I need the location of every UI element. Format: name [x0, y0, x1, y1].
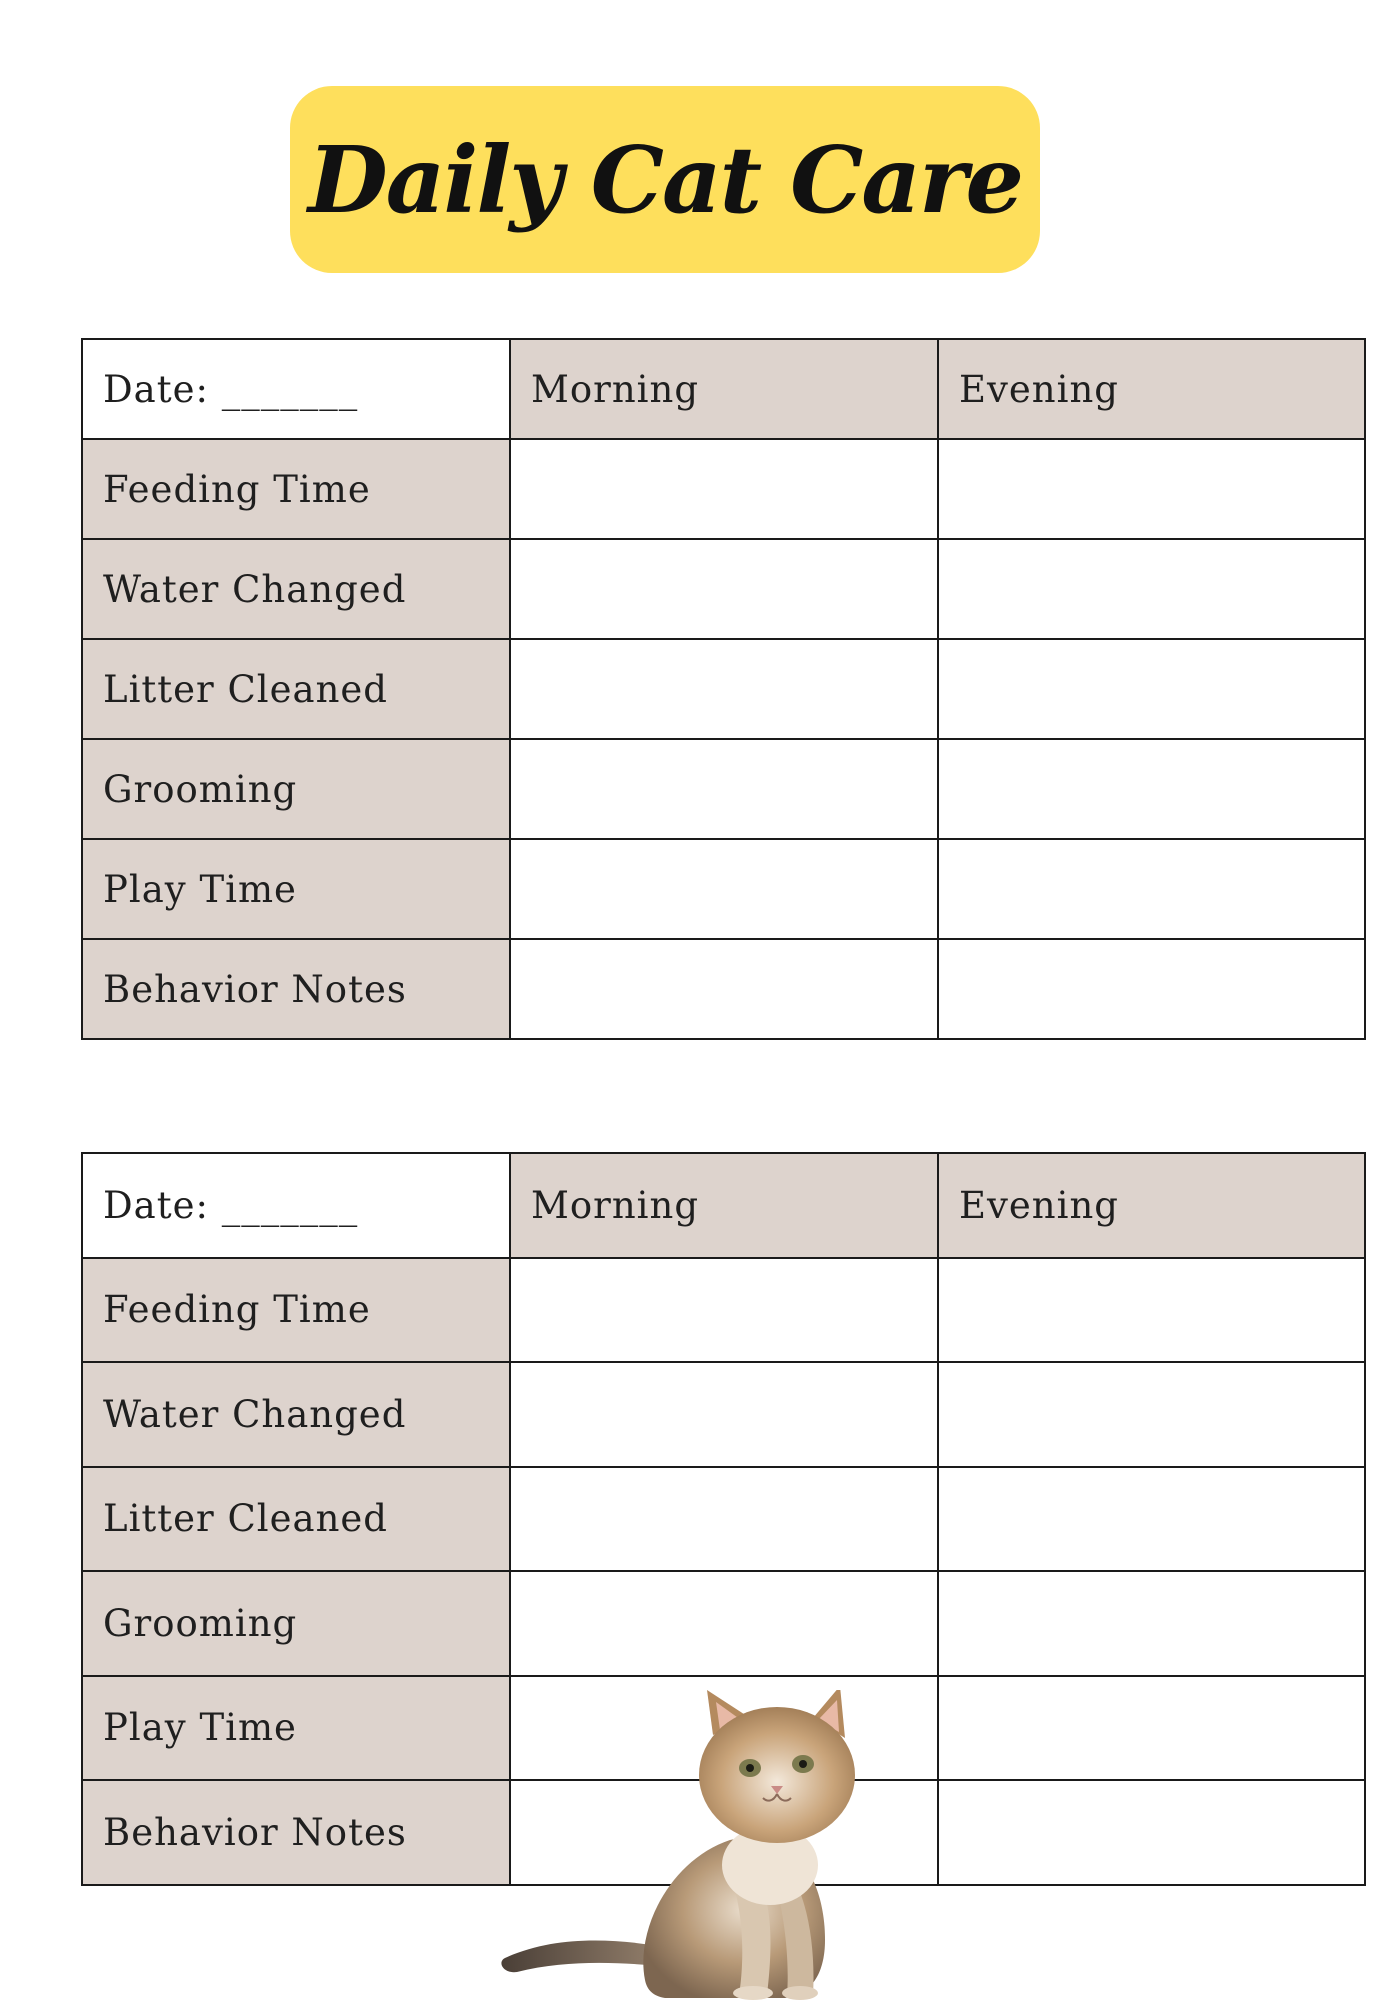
row-label-water-changed: Water Changed	[82, 539, 510, 639]
row-label-behavior-notes: Behavior Notes	[82, 1780, 510, 1885]
title-banner	[290, 86, 1040, 273]
entry-cell-evening[interactable]	[938, 1676, 1365, 1781]
entry-cell-evening[interactable]	[938, 1362, 1365, 1467]
entry-cell-evening[interactable]	[938, 739, 1365, 839]
row-label-grooming: Grooming	[82, 739, 510, 839]
entry-cell-morning[interactable]	[510, 539, 938, 639]
table-header-row	[82, 339, 1365, 439]
entry-cell-evening[interactable]	[938, 839, 1365, 939]
table-row	[82, 739, 1365, 839]
table-row	[82, 1467, 1365, 1572]
entry-cell-evening[interactable]	[938, 1467, 1365, 1572]
row-label-grooming: Grooming	[82, 1571, 510, 1676]
entry-cell-morning[interactable]	[510, 739, 938, 839]
row-label-play-time: Play Time	[82, 1676, 510, 1781]
entry-cell-morning[interactable]	[510, 1467, 938, 1572]
care-log-table-1	[81, 338, 1366, 1040]
date-cell[interactable]: Date: _______	[82, 1153, 510, 1258]
entry-cell-evening[interactable]	[938, 1571, 1365, 1676]
entry-cell-evening[interactable]	[938, 439, 1365, 539]
care-log-table-2	[81, 1152, 1366, 1886]
row-label-litter-cleaned: Litter Cleaned	[82, 1467, 510, 1572]
table-row	[82, 939, 1365, 1039]
column-header-evening: Evening	[938, 339, 1365, 439]
table-row	[82, 1362, 1365, 1467]
column-header-morning: Morning	[510, 339, 938, 439]
row-label-litter-cleaned: Litter Cleaned	[82, 639, 510, 739]
entry-cell-evening[interactable]	[938, 539, 1365, 639]
entry-cell-morning[interactable]	[510, 1676, 938, 1781]
entry-cell-morning[interactable]	[510, 639, 938, 739]
table-row	[82, 1676, 1365, 1781]
entry-cell-evening[interactable]	[938, 639, 1365, 739]
row-label-feeding-time: Feeding Time	[82, 1258, 510, 1363]
row-label-play-time: Play Time	[82, 839, 510, 939]
entry-cell-morning[interactable]	[510, 939, 938, 1039]
table-row	[82, 1780, 1365, 1885]
table-header-row	[82, 1153, 1365, 1258]
row-label-feeding-time: Feeding Time	[82, 439, 510, 539]
table-row	[82, 1571, 1365, 1676]
row-label-water-changed: Water Changed	[82, 1362, 510, 1467]
column-header-evening: Evening	[938, 1153, 1365, 1258]
entry-cell-evening[interactable]	[938, 1780, 1365, 1885]
table-row	[82, 539, 1365, 639]
entry-cell-morning[interactable]	[510, 1571, 938, 1676]
entry-cell-morning[interactable]	[510, 839, 938, 939]
row-label-behavior-notes: Behavior Notes	[82, 939, 510, 1039]
table-row	[82, 839, 1365, 939]
table-row	[82, 439, 1365, 539]
date-cell[interactable]: Date: _______	[82, 339, 510, 439]
entry-cell-morning[interactable]	[510, 439, 938, 539]
entry-cell-morning[interactable]	[510, 1362, 938, 1467]
page-title: Daily Cat Care	[308, 125, 1022, 234]
entry-cell-evening[interactable]	[938, 939, 1365, 1039]
entry-cell-evening[interactable]	[938, 1258, 1365, 1363]
column-header-morning: Morning	[510, 1153, 938, 1258]
entry-cell-morning[interactable]	[510, 1258, 938, 1363]
table-row	[82, 1258, 1365, 1363]
entry-cell-morning[interactable]	[510, 1780, 938, 1885]
table-row	[82, 639, 1365, 739]
